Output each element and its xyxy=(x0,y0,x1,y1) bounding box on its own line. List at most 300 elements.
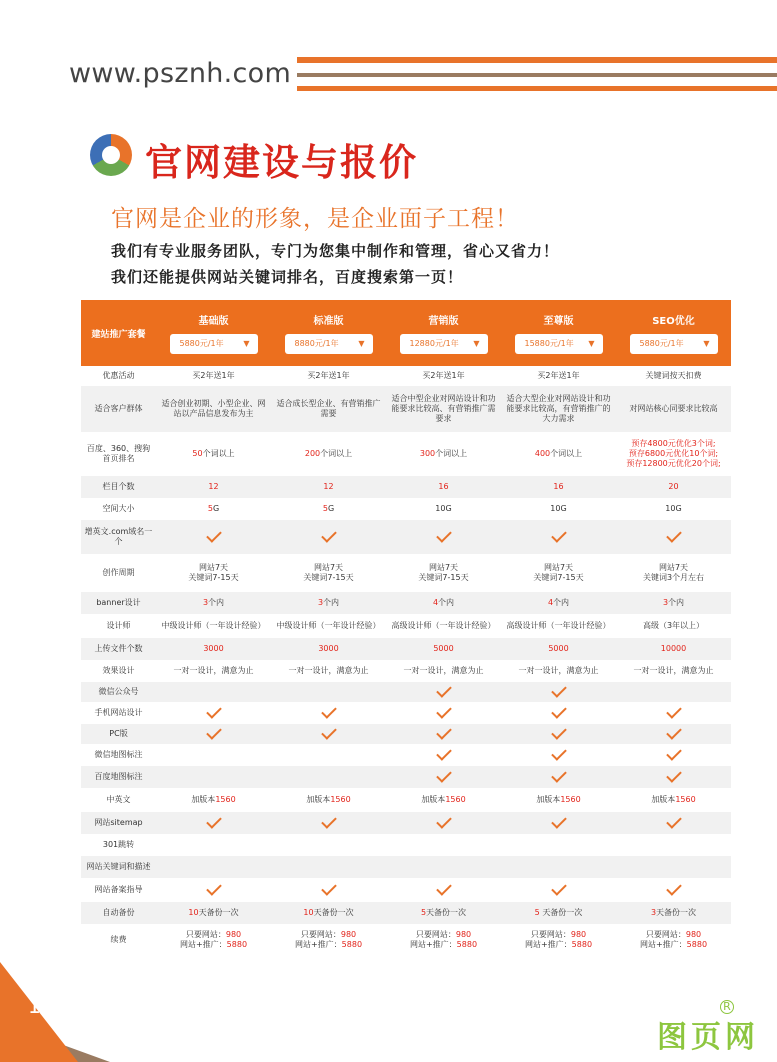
row-label: 增英文.com域名一个 xyxy=(81,520,156,554)
table-cell xyxy=(616,520,731,554)
highlight-value: 1560 xyxy=(560,795,581,804)
checkmark-icon xyxy=(321,703,337,719)
table-cell xyxy=(271,366,386,386)
table-cell xyxy=(386,498,501,520)
plan-column-standard xyxy=(271,300,386,366)
table-row xyxy=(81,702,731,724)
table-cell xyxy=(156,366,271,386)
table-cell xyxy=(616,834,731,856)
table-cell xyxy=(271,498,386,520)
table-cell xyxy=(271,476,386,498)
description-line-2: 我们还能提供网站关键词排名，百度搜索第一页！ xyxy=(111,268,464,286)
table-cell xyxy=(386,476,501,498)
highlight-value: 10000 xyxy=(660,644,687,653)
cell-text: 天备份一次 xyxy=(656,908,697,917)
table-cell xyxy=(616,682,731,702)
checkmark-icon xyxy=(206,724,222,740)
plan-column-marketing xyxy=(386,300,501,366)
dropdown-triangle-icon: ▼ xyxy=(473,339,480,348)
plan-name: 标准版 xyxy=(313,316,344,327)
checkmark-icon xyxy=(551,880,567,896)
renewal-promo-label: 网站+推广： xyxy=(524,940,572,949)
table-cell xyxy=(156,744,271,766)
table-row xyxy=(81,744,731,766)
highlight-value: 1560 xyxy=(445,795,466,804)
cell-text: 一对一设计，满意为止 xyxy=(288,666,369,675)
plan-column-basic xyxy=(156,300,271,366)
plan-name: 基础版 xyxy=(198,316,229,327)
ring-logo-icon xyxy=(90,134,132,176)
checkmark-icon xyxy=(551,745,567,761)
table-cell xyxy=(156,476,271,498)
checkmark-icon xyxy=(321,724,337,740)
cell-text: 10G xyxy=(665,504,682,513)
row-label: 效果设计 xyxy=(81,660,156,682)
highlight-value: 5000 xyxy=(433,644,454,653)
cell-text: 网站7天 关键词3个月左右 xyxy=(642,563,705,582)
table-cell xyxy=(616,366,731,386)
renewal-promo-price: 5880 xyxy=(226,940,248,949)
checkmark-icon xyxy=(666,813,682,829)
checkmark-icon xyxy=(551,724,567,740)
checkmark-icon xyxy=(551,813,567,829)
cell-text: 天备份一次 xyxy=(313,908,354,917)
table-cell xyxy=(386,682,501,702)
cell-text: 加版本 xyxy=(421,795,446,804)
renewal-promo-price: 5880 xyxy=(571,940,593,949)
cell-text: 个词以上 xyxy=(320,449,353,458)
plan-column-premium xyxy=(501,300,616,366)
table-row xyxy=(81,788,731,812)
table-cell xyxy=(271,788,386,812)
table-cell xyxy=(156,924,271,956)
cell-text: 个内 xyxy=(553,598,570,607)
table-cell xyxy=(386,638,501,660)
checkmark-icon xyxy=(551,767,567,783)
table-cell xyxy=(156,386,271,432)
cell-text: 买2年送1年 xyxy=(537,371,580,380)
table-cell xyxy=(616,432,731,476)
cell-text: 加版本 xyxy=(191,795,216,804)
table-cell xyxy=(386,744,501,766)
checkmark-icon xyxy=(666,767,682,783)
highlight-value: 1560 xyxy=(330,795,351,804)
table-cell xyxy=(271,638,386,660)
pricing-table xyxy=(81,300,731,956)
table-cell xyxy=(386,614,501,638)
highlight-value: 3000 xyxy=(203,644,224,653)
table-cell xyxy=(386,724,501,744)
header-stripe-middle xyxy=(297,73,777,77)
table-cell xyxy=(271,856,386,878)
table-row xyxy=(81,856,731,878)
highlight-value: 300 xyxy=(419,449,436,458)
table-cell xyxy=(156,878,271,902)
checkmark-icon xyxy=(436,724,452,740)
table-row xyxy=(81,878,731,902)
table-cell xyxy=(386,366,501,386)
table-cell xyxy=(616,856,731,878)
table-cell xyxy=(386,432,501,476)
cell-text: 网站7天 关键词7-15天 xyxy=(188,563,239,582)
table-cell xyxy=(271,386,386,432)
row-label: 手机网站设计 xyxy=(81,702,156,724)
table-row xyxy=(81,682,731,702)
table-cell xyxy=(616,902,731,924)
highlight-value: 预存4800元优化3个词; 预存6800元优化10个词; 预存12800元优化20个词; xyxy=(626,439,721,468)
table-cell xyxy=(501,554,616,592)
dropdown-triangle-icon: ▼ xyxy=(243,339,250,348)
table-cell xyxy=(386,834,501,856)
renewal-promo-label: 网站+推广： xyxy=(294,940,342,949)
table-row xyxy=(81,638,731,660)
table-cell xyxy=(271,520,386,554)
table-cell xyxy=(501,856,616,878)
plan-price-value: 15880元/1年 xyxy=(524,339,574,348)
description-line-1: 我们有专业服务团队，专门为您集中制作和管理，省心又省力！ xyxy=(111,242,560,260)
cell-text: 买2年送1年 xyxy=(192,371,235,380)
highlight-value: 50 xyxy=(192,449,203,458)
table-cell xyxy=(271,766,386,788)
highlight-value: 3 xyxy=(662,598,669,607)
table-cell xyxy=(271,592,386,614)
table-cell xyxy=(616,878,731,902)
table-cell xyxy=(271,432,386,476)
header-stripe-bottom xyxy=(297,86,777,91)
plan-price-value: 8880元/1年 xyxy=(294,339,339,348)
table-cell xyxy=(386,878,501,902)
checkmark-icon xyxy=(551,527,567,543)
row-label: 创作周期 xyxy=(81,554,156,592)
checkmark-icon xyxy=(666,703,682,719)
row-label: banner设计 xyxy=(81,592,156,614)
checkmark-icon xyxy=(666,724,682,740)
cell-text: 高级设计师（一年设计经验） xyxy=(506,621,611,630)
row-label: 百度地图标注 xyxy=(81,766,156,788)
cell-text: 一对一设计，满意为止 xyxy=(518,666,599,675)
renewal-promo-label: 网站+推广： xyxy=(179,940,227,949)
highlight-value: 1560 xyxy=(215,795,236,804)
table-cell xyxy=(271,682,386,702)
table-cell xyxy=(156,614,271,638)
highlight-value: 16 xyxy=(438,482,449,491)
checkmark-icon xyxy=(321,880,337,896)
highlight-value: 5 xyxy=(420,908,427,917)
checkmark-icon xyxy=(666,880,682,896)
table-cell xyxy=(501,660,616,682)
highlight-value: 5 xyxy=(322,504,328,513)
watermark-logo: 图页网 xyxy=(657,1020,759,1055)
cell-text: 个内 xyxy=(208,598,225,607)
table-cell xyxy=(156,682,271,702)
cell-text: G xyxy=(212,504,220,513)
cell-text: 个内 xyxy=(668,598,685,607)
table-row xyxy=(81,520,731,554)
cell-text: 网站7天 关键词7-15天 xyxy=(418,563,469,582)
highlight-value: 3 xyxy=(317,598,324,607)
table-cell xyxy=(156,812,271,834)
table-cell xyxy=(386,554,501,592)
table-row xyxy=(81,902,731,924)
cell-text: 中级设计师（一年设计经验） xyxy=(161,621,266,630)
checkmark-icon xyxy=(436,880,452,896)
table-cell xyxy=(156,520,271,554)
table-cell xyxy=(386,702,501,724)
cell-text: 高级设计师（一年设计经验） xyxy=(391,621,496,630)
table-cell xyxy=(501,498,616,520)
row-label: 设计师 xyxy=(81,614,156,638)
table-cell xyxy=(156,660,271,682)
table-cell xyxy=(386,386,501,432)
table-cell xyxy=(616,554,731,592)
table-cell xyxy=(616,660,731,682)
highlight-value: 3000 xyxy=(318,644,339,653)
plan-header-row xyxy=(81,300,731,366)
highlight-value: 5000 xyxy=(548,644,569,653)
table-cell xyxy=(616,924,731,956)
registered-mark-icon: R xyxy=(720,1000,734,1014)
cell-text: 适合成长型企业、有营销推广需要 xyxy=(276,399,381,418)
table-cell xyxy=(501,366,616,386)
renewal-promo-price: 5880 xyxy=(686,940,708,949)
dropdown-triangle-icon: ▼ xyxy=(588,339,595,348)
table-cell xyxy=(156,638,271,660)
highlight-value: 12 xyxy=(323,482,334,491)
header-stripe-top xyxy=(297,57,777,63)
cell-text: 一对一设计，满意为止 xyxy=(403,666,484,675)
table-cell xyxy=(501,812,616,834)
renewal-site-price: 980 xyxy=(340,930,357,939)
checkmark-icon xyxy=(206,813,222,829)
table-cell xyxy=(501,476,616,498)
cell-text: 个内 xyxy=(438,598,455,607)
highlight-value: 4 xyxy=(547,598,554,607)
table-row xyxy=(81,366,731,386)
row-label: 微信地图标注 xyxy=(81,744,156,766)
table-cell xyxy=(386,788,501,812)
cell-text: 加版本 xyxy=(306,795,331,804)
renewal-site-label: 只要网站： xyxy=(645,930,686,939)
cell-text: 适合中型企业对网站设计和功能要求比较高、有营销推广需要求 xyxy=(391,394,496,423)
row-label: 中英文 xyxy=(81,788,156,812)
checkmark-icon xyxy=(321,527,337,543)
table-cell xyxy=(616,702,731,724)
table-cell xyxy=(501,788,616,812)
checkmark-icon xyxy=(206,527,222,543)
row-label: 网站备案指导 xyxy=(81,878,156,902)
cell-text: 一对一设计，满意为止 xyxy=(633,666,714,675)
checkmark-icon xyxy=(666,527,682,543)
cell-text: 加版本 xyxy=(536,795,561,804)
table-cell xyxy=(616,788,731,812)
table-cell xyxy=(156,902,271,924)
table-row xyxy=(81,476,731,498)
table-cell xyxy=(271,724,386,744)
checkmark-icon xyxy=(551,682,567,698)
table-cell xyxy=(271,834,386,856)
table-row xyxy=(81,592,731,614)
cell-text: 网站7天 关键词7-15天 xyxy=(533,563,584,582)
highlight-value: 3 xyxy=(650,908,657,917)
site-url: www.psznh.com xyxy=(69,58,292,89)
table-cell xyxy=(156,724,271,744)
table-cell xyxy=(501,638,616,660)
checkmark-icon xyxy=(436,703,452,719)
table-cell xyxy=(271,924,386,956)
table-cell xyxy=(616,386,731,432)
table-cell xyxy=(156,856,271,878)
checkmark-icon xyxy=(321,813,337,829)
row-label: 301跳转 xyxy=(81,834,156,856)
table-cell xyxy=(501,834,616,856)
table-cell xyxy=(156,592,271,614)
renewal-site-price: 980 xyxy=(455,930,472,939)
cell-text: 适合大型企业对网站设计和功能要求比较高，有营销推广的大力需求 xyxy=(506,394,611,423)
table-cell xyxy=(616,812,731,834)
checkmark-icon xyxy=(551,703,567,719)
cell-text: 一对一设计，满意为止 xyxy=(173,666,254,675)
table-cell xyxy=(616,744,731,766)
row-label: 网站sitemap xyxy=(81,812,156,834)
table-cell xyxy=(501,924,616,956)
cell-text: 加版本 xyxy=(651,795,676,804)
table-cell xyxy=(271,660,386,682)
plan-price-select[interactable] xyxy=(630,334,718,354)
checkmark-icon xyxy=(436,767,452,783)
page-number: 12 xyxy=(28,994,54,1018)
cell-text: 关键词按天扣费 xyxy=(645,371,702,380)
plan-name: 至尊版 xyxy=(543,316,574,327)
dropdown-triangle-icon: ▼ xyxy=(358,339,365,348)
table-cell xyxy=(271,744,386,766)
highlight-value: 4 xyxy=(432,598,439,607)
cell-text: 个词以上 xyxy=(202,449,235,458)
table-cell xyxy=(271,902,386,924)
highlight-value: 12 xyxy=(208,482,219,491)
highlight-value: 1560 xyxy=(675,795,696,804)
cell-text: 买2年送1年 xyxy=(307,371,350,380)
cell-text: 对网站核心同要求比较高 xyxy=(629,404,718,413)
plan-price-select[interactable] xyxy=(400,334,488,354)
table-cell xyxy=(156,702,271,724)
table-cell xyxy=(501,878,616,902)
table-cell xyxy=(616,614,731,638)
plan-price-select[interactable] xyxy=(515,334,603,354)
table-cell xyxy=(501,432,616,476)
table-cell xyxy=(271,614,386,638)
cell-text: 高级（3年以上） xyxy=(642,621,705,630)
table-cell xyxy=(386,812,501,834)
table-cell xyxy=(271,812,386,834)
plan-price-select[interactable] xyxy=(170,334,258,354)
row-label: 网站关键词和描述 xyxy=(81,856,156,878)
plan-price-value: 12880元/1年 xyxy=(409,339,459,348)
highlight-value: 10 xyxy=(188,908,199,917)
checkmark-icon xyxy=(436,745,452,761)
table-row xyxy=(81,660,731,682)
table-cell xyxy=(156,554,271,592)
renewal-promo-label: 网站+推广： xyxy=(639,940,687,949)
cell-text: 天备份一次 xyxy=(426,908,467,917)
plan-price-select[interactable] xyxy=(285,334,373,354)
row-label: 上传文件个数 xyxy=(81,638,156,660)
table-cell xyxy=(616,498,731,520)
table-cell xyxy=(271,878,386,902)
table-cell xyxy=(386,520,501,554)
table-row xyxy=(81,614,731,638)
table-row xyxy=(81,924,731,956)
renewal-site-label: 只要网站： xyxy=(300,930,341,939)
table-cell xyxy=(616,476,731,498)
row-label: 续费 xyxy=(81,924,156,956)
cell-text: 个内 xyxy=(323,598,340,607)
cell-text: 中级设计师（一年设计经验） xyxy=(276,621,381,630)
table-cell xyxy=(501,682,616,702)
highlight-value: 200 xyxy=(304,449,321,458)
table-cell xyxy=(271,554,386,592)
cell-text: 适合创业初期、小型企业、网站以产品信息发布为主 xyxy=(161,399,266,418)
cell-text: 网站7天 关键词7-15天 xyxy=(303,563,354,582)
cell-text: G xyxy=(327,504,335,513)
table-cell xyxy=(501,592,616,614)
table-cell xyxy=(501,520,616,554)
cell-text: 天备份一次 xyxy=(542,908,583,917)
table-cell xyxy=(616,638,731,660)
renewal-site-label: 只要网站： xyxy=(415,930,456,939)
pricing-table-body xyxy=(81,366,731,956)
table-row xyxy=(81,386,731,432)
slogan: 官网是企业的形象，是企业面子工程！ xyxy=(111,206,519,232)
plan-name: SEO优化 xyxy=(652,316,695,327)
checkmark-icon xyxy=(436,527,452,543)
highlight-value: 5 xyxy=(534,908,543,917)
highlight-value: 3 xyxy=(202,598,209,607)
dropdown-triangle-icon: ▼ xyxy=(703,339,710,348)
cell-text: 个词以上 xyxy=(435,449,468,458)
cell-text: 10G xyxy=(435,504,452,513)
table-cell xyxy=(156,834,271,856)
row-label: 百度、360、搜狗首页排名 xyxy=(81,432,156,476)
table-cell xyxy=(501,724,616,744)
cell-text: 天备份一次 xyxy=(198,908,239,917)
plan-name: 营销版 xyxy=(428,316,459,327)
table-cell xyxy=(501,702,616,724)
cell-text: 个词以上 xyxy=(550,449,583,458)
row-label: 栏目个数 xyxy=(81,476,156,498)
renewal-promo-label: 网站+推广： xyxy=(409,940,457,949)
highlight-value: 400 xyxy=(534,449,551,458)
table-cell xyxy=(386,924,501,956)
table-cell xyxy=(616,766,731,788)
table-cell xyxy=(616,592,731,614)
cell-text: 10G xyxy=(550,504,567,513)
table-cell xyxy=(156,788,271,812)
plan-price-value: 5880元/1年 xyxy=(179,339,224,348)
page-title: 官网建设与报价 xyxy=(145,141,418,184)
highlight-value: 5 xyxy=(207,504,213,513)
renewal-site-price: 980 xyxy=(225,930,242,939)
renewal-promo-price: 5880 xyxy=(456,940,478,949)
checkmark-icon xyxy=(206,880,222,896)
renewal-site-label: 只要网站： xyxy=(185,930,226,939)
table-corner-label: 建站推广套餐 xyxy=(81,300,156,366)
row-label: 优惠活动 xyxy=(81,366,156,386)
table-row xyxy=(81,812,731,834)
table-row xyxy=(81,432,731,476)
plan-column-seo xyxy=(616,300,731,366)
table-row xyxy=(81,554,731,592)
renewal-promo-price: 5880 xyxy=(341,940,363,949)
